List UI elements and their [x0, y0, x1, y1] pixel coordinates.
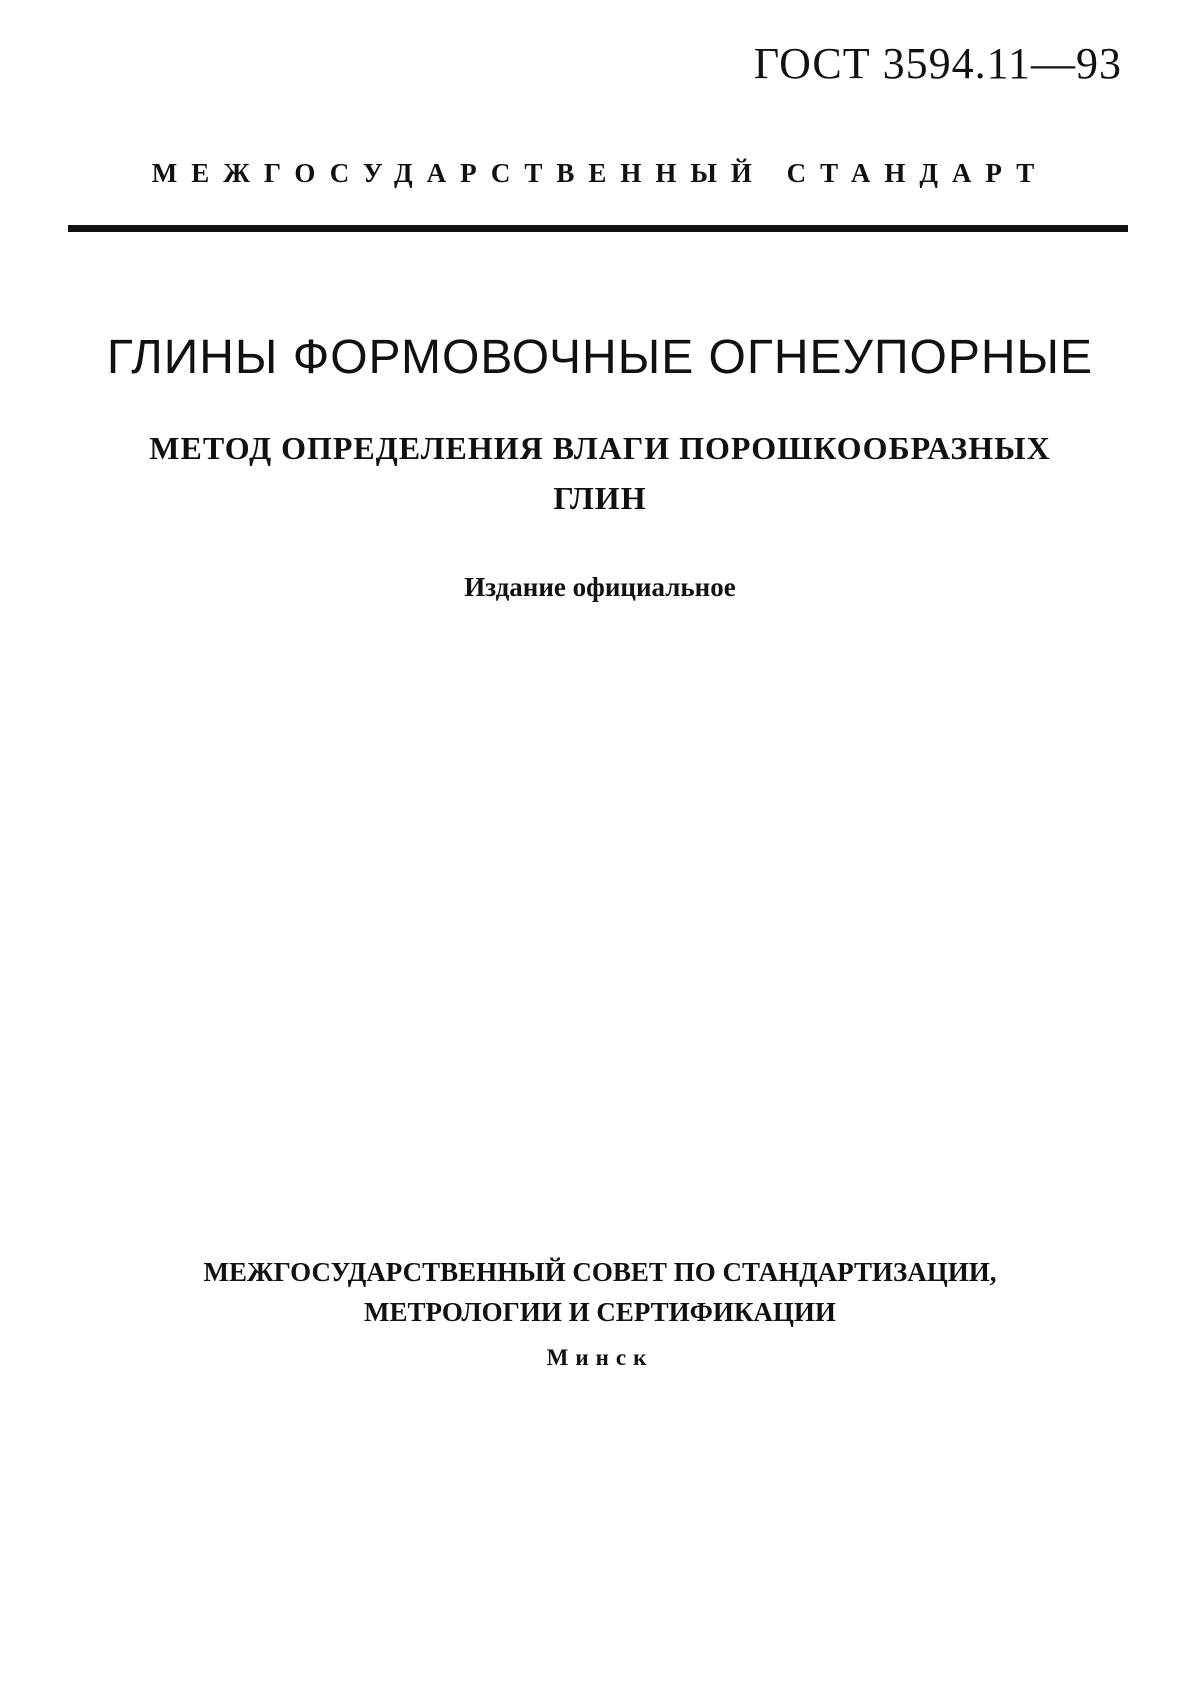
- standard-type-heading: МЕЖГОСУДАРСТВЕННЫЙ СТАНДАРТ: [151, 158, 1049, 188]
- publisher-line-2: МЕТРОЛОГИИ И СЕРТИФИКАЦИИ: [364, 1297, 836, 1327]
- subtitle-line-1: МЕТОД ОПРЕДЕЛЕНИЯ ВЛАГИ ПОРОШКООБРАЗНЫХ: [149, 430, 1051, 466]
- publication-city: Минск: [546, 1345, 654, 1370]
- header-divider: [68, 225, 1128, 232]
- subtitle-line-2: ГЛИН: [553, 480, 647, 516]
- edition-note: Издание официальное: [464, 572, 736, 602]
- publisher-line-1: МЕЖГОСУДАРСТВЕННЫЙ СОВЕТ ПО СТАНДАРТИЗАЦИИ,: [203, 1257, 997, 1287]
- document-number: ГОСТ 3594.11—93: [753, 39, 1122, 88]
- publisher: [100, 1252, 1100, 1332]
- document-subtitle: [100, 423, 1100, 523]
- document-title: ГЛИНЫ ФОРМОВОЧНЫЕ ОГНЕУПОРНЫЕ: [106, 331, 1094, 384]
